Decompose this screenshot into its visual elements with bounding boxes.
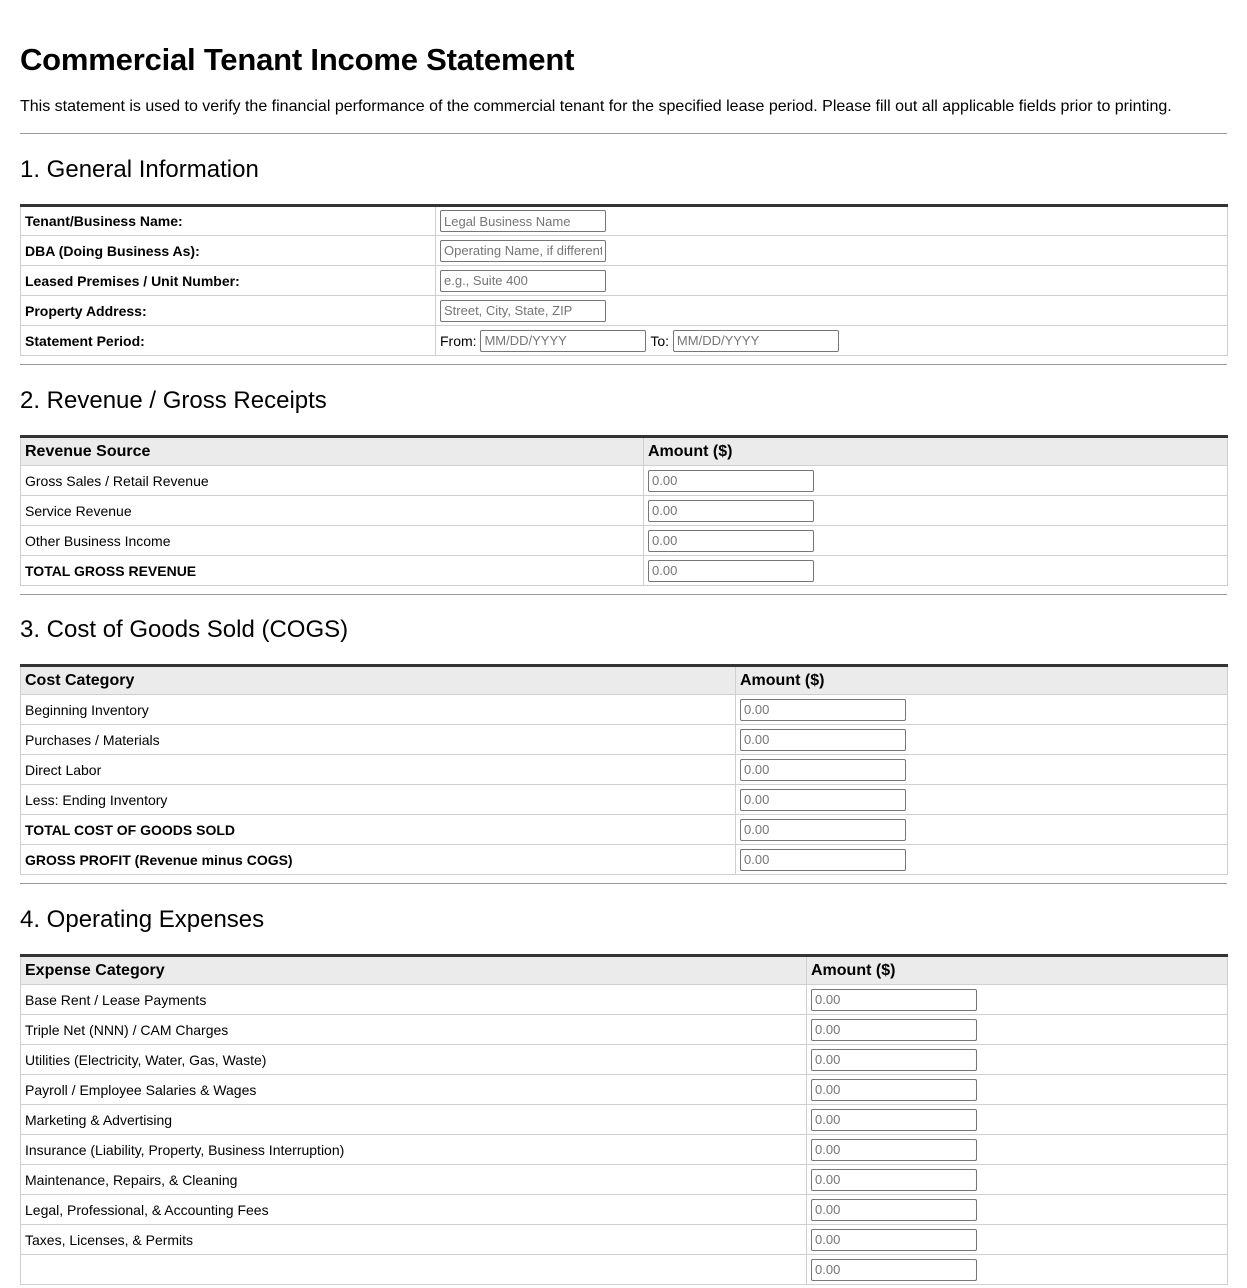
dba-cell bbox=[436, 236, 1228, 266]
section-heading-general: 1. General Information bbox=[20, 156, 259, 183]
opex-amount-header: Amount ($) bbox=[807, 956, 1228, 985]
purchases-cell bbox=[736, 725, 1228, 755]
direct-labor-label: Direct Labor bbox=[21, 755, 736, 785]
table-row bbox=[21, 1045, 1228, 1075]
tenant-name-label: Tenant/Business Name: bbox=[21, 206, 436, 236]
page-title: Commercial Tenant Income Statement bbox=[20, 42, 575, 77]
insurance-input[interactable] bbox=[811, 1139, 977, 1161]
statement-period-cell bbox=[436, 326, 1228, 356]
insurance-cell bbox=[807, 1135, 1228, 1165]
other-income-input[interactable] bbox=[648, 530, 814, 552]
section-divider bbox=[20, 133, 1227, 134]
insurance-label: Insurance (Liability, Property, Business Interruption) bbox=[21, 1135, 807, 1165]
table-row bbox=[21, 526, 1228, 556]
beginning-inventory-label: Beginning Inventory bbox=[21, 695, 736, 725]
marketing-input[interactable] bbox=[811, 1109, 977, 1131]
section-heading-revenue: 2. Revenue / Gross Receipts bbox=[20, 387, 327, 414]
period-to-label: To: bbox=[650, 332, 670, 349]
ending-inventory-input[interactable] bbox=[740, 789, 906, 811]
taxes-licenses-input[interactable] bbox=[811, 1229, 977, 1251]
maintenance-label: Maintenance, Repairs, & Cleaning bbox=[21, 1165, 807, 1195]
table-row bbox=[21, 785, 1228, 815]
purchases-label: Purchases / Materials bbox=[21, 725, 736, 755]
gross-profit-cell bbox=[736, 845, 1228, 875]
utilities-label: Utilities (Electricity, Water, Gas, Waste) bbox=[21, 1045, 807, 1075]
table-row bbox=[21, 206, 1228, 236]
gross-profit-input[interactable] bbox=[740, 849, 906, 871]
professional-fees-cell bbox=[807, 1195, 1228, 1225]
base-rent-input[interactable] bbox=[811, 989, 977, 1011]
period-from-input[interactable] bbox=[480, 330, 646, 352]
total-cogs-input[interactable] bbox=[740, 819, 906, 841]
nnn-cam-label: Triple Net (NNN) / CAM Charges bbox=[21, 1015, 807, 1045]
utilities-cell bbox=[807, 1045, 1228, 1075]
taxes-licenses-cell bbox=[807, 1225, 1228, 1255]
revenue-source-header: Revenue Source bbox=[21, 437, 644, 466]
table-row bbox=[21, 815, 1228, 845]
beginning-inventory-cell bbox=[736, 695, 1228, 725]
general-info-table bbox=[20, 204, 1228, 356]
dba-input[interactable] bbox=[440, 240, 606, 262]
gross-sales-cell bbox=[644, 466, 1228, 496]
cost-category-header: Cost Category bbox=[21, 666, 736, 695]
tenant-name-cell bbox=[436, 206, 1228, 236]
table-row bbox=[21, 1255, 1228, 1285]
tenant-name-input[interactable] bbox=[440, 210, 606, 232]
beginning-inventory-input[interactable] bbox=[740, 699, 906, 721]
ending-inventory-cell bbox=[736, 785, 1228, 815]
section-divider bbox=[20, 594, 1227, 595]
utilities-input[interactable] bbox=[811, 1049, 977, 1071]
table-row bbox=[21, 1135, 1228, 1165]
cogs-table bbox=[20, 664, 1228, 875]
maintenance-input[interactable] bbox=[811, 1169, 977, 1191]
service-revenue-cell bbox=[644, 496, 1228, 526]
gross-sales-label: Gross Sales / Retail Revenue bbox=[21, 466, 644, 496]
payroll-input[interactable] bbox=[811, 1079, 977, 1101]
nnn-cam-cell bbox=[807, 1015, 1228, 1045]
table-row bbox=[21, 296, 1228, 326]
direct-labor-cell bbox=[736, 755, 1228, 785]
base-rent-cell bbox=[807, 985, 1228, 1015]
table-row bbox=[21, 236, 1228, 266]
total-gross-revenue-input[interactable] bbox=[648, 560, 814, 582]
section-heading-cogs: 3. Cost of Goods Sold (COGS) bbox=[20, 616, 349, 643]
table-row bbox=[21, 1225, 1228, 1255]
table-row bbox=[21, 266, 1228, 296]
property-address-cell bbox=[436, 296, 1228, 326]
marketing-label: Marketing & Advertising bbox=[21, 1105, 807, 1135]
payroll-cell bbox=[807, 1075, 1228, 1105]
revenue-table bbox=[20, 435, 1228, 586]
section-divider bbox=[20, 883, 1227, 884]
direct-labor-input[interactable] bbox=[740, 759, 906, 781]
unit-number-label: Leased Premises / Unit Number: bbox=[21, 266, 436, 296]
revenue-amount-header: Amount ($) bbox=[644, 437, 1228, 466]
taxes-licenses-label: Taxes, Licenses, & Permits bbox=[21, 1225, 807, 1255]
intro-text: This statement is used to verify the financial performance of the commercial tenant for the specified lease period. Please fill out all applicable fields prior to printing. bbox=[20, 98, 1172, 115]
cogs-amount-header: Amount ($) bbox=[736, 666, 1228, 695]
service-revenue-input[interactable] bbox=[648, 500, 814, 522]
expense-category-header: Expense Category bbox=[21, 956, 807, 985]
other-income-label: Other Business Income bbox=[21, 526, 644, 556]
table-row bbox=[21, 556, 1228, 586]
base-rent-label: Base Rent / Lease Payments bbox=[21, 985, 807, 1015]
table-row bbox=[21, 1105, 1228, 1135]
table-header-row bbox=[21, 666, 1228, 695]
table-row bbox=[21, 725, 1228, 755]
opex-row-cell bbox=[807, 1255, 1228, 1285]
total-gross-revenue-cell bbox=[644, 556, 1228, 586]
table-header-row bbox=[21, 956, 1228, 985]
opex-row-label bbox=[21, 1255, 807, 1285]
unit-number-cell bbox=[436, 266, 1228, 296]
service-revenue-label: Service Revenue bbox=[21, 496, 644, 526]
other-income-cell bbox=[644, 526, 1228, 556]
table-row bbox=[21, 845, 1228, 875]
period-from-label: From: bbox=[440, 332, 477, 349]
table-row bbox=[21, 755, 1228, 785]
table-row bbox=[21, 695, 1228, 725]
payroll-label: Payroll / Employee Salaries & Wages bbox=[21, 1075, 807, 1105]
table-header-row bbox=[21, 437, 1228, 466]
property-address-label: Property Address: bbox=[21, 296, 436, 326]
total-cogs-label: TOTAL COST OF GOODS SOLD bbox=[21, 815, 736, 845]
total-cogs-cell bbox=[736, 815, 1228, 845]
table-row bbox=[21, 1165, 1228, 1195]
table-row bbox=[21, 326, 1228, 356]
marketing-cell bbox=[807, 1105, 1228, 1135]
ending-inventory-label: Less: Ending Inventory bbox=[21, 785, 736, 815]
unit-number-input[interactable] bbox=[440, 270, 606, 292]
table-row bbox=[21, 496, 1228, 526]
table-row bbox=[21, 466, 1228, 496]
purchases-input[interactable] bbox=[740, 729, 906, 751]
opex-row-input[interactable] bbox=[811, 1259, 977, 1281]
professional-fees-label: Legal, Professional, & Accounting Fees bbox=[21, 1195, 807, 1225]
professional-fees-input[interactable] bbox=[811, 1199, 977, 1221]
table-row bbox=[21, 985, 1228, 1015]
total-gross-revenue-label: TOTAL GROSS REVENUE bbox=[21, 556, 644, 586]
period-to-input[interactable] bbox=[673, 330, 839, 352]
opex-table bbox=[20, 954, 1228, 1285]
maintenance-cell bbox=[807, 1165, 1228, 1195]
table-row bbox=[21, 1075, 1228, 1105]
nnn-cam-input[interactable] bbox=[811, 1019, 977, 1041]
statement-period-label: Statement Period: bbox=[21, 326, 436, 356]
table-row bbox=[21, 1195, 1228, 1225]
gross-sales-input[interactable] bbox=[648, 470, 814, 492]
gross-profit-label: GROSS PROFIT (Revenue minus COGS) bbox=[21, 845, 736, 875]
dba-label: DBA (Doing Business As): bbox=[21, 236, 436, 266]
section-heading-opex: 4. Operating Expenses bbox=[20, 906, 265, 933]
section-divider bbox=[20, 364, 1227, 365]
property-address-input[interactable] bbox=[440, 300, 606, 322]
table-row bbox=[21, 1015, 1228, 1045]
